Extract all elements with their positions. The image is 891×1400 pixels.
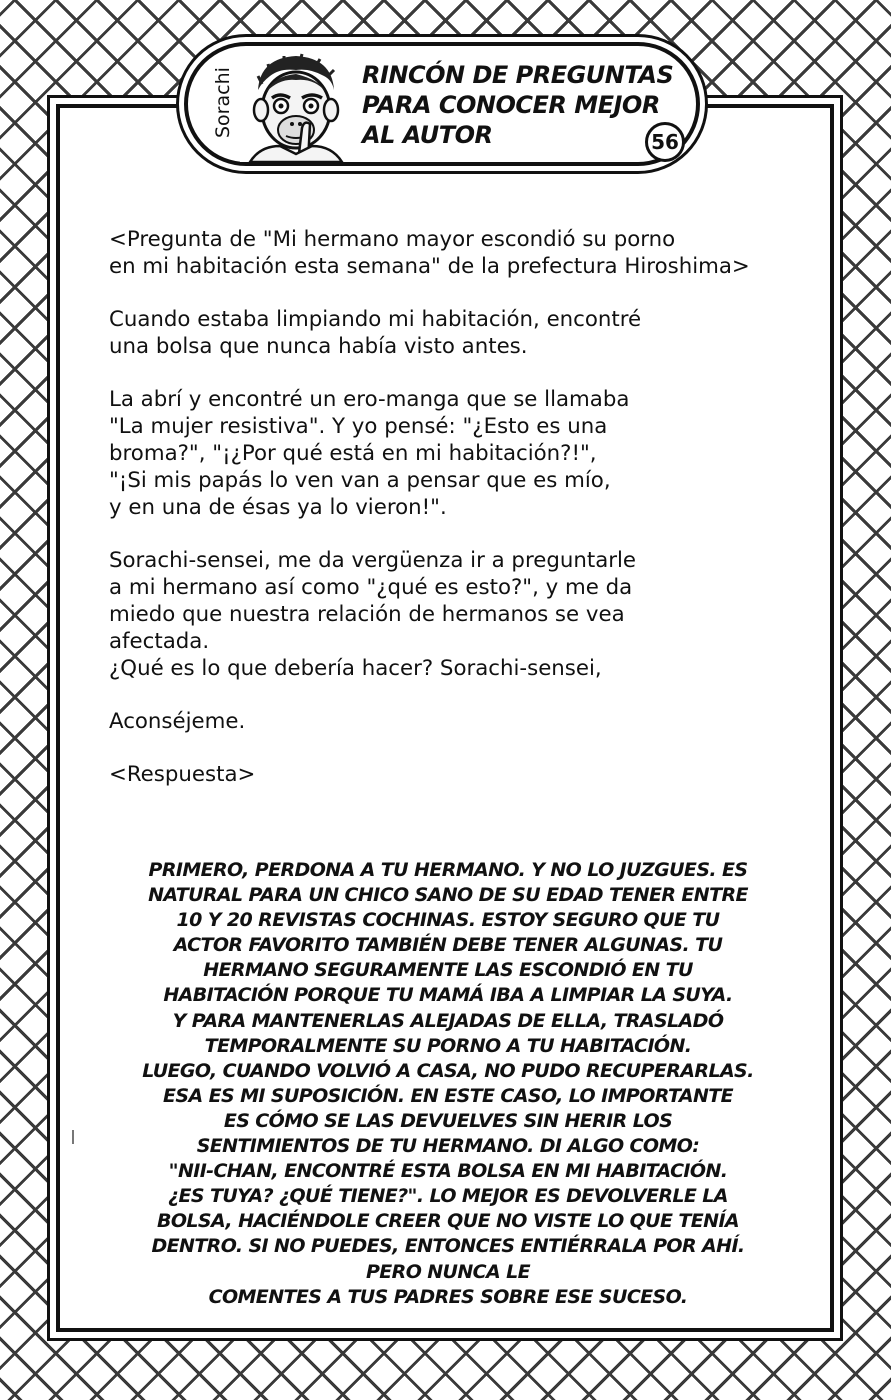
question-paragraph: La abrí y encontré un ero-manga que se llamaba "La mujer resistiva". Y yo pensé: "¿Esto es una broma?", "¡¿Por qué está en mi habitación?!", "¡Si mis papás lo ven van a pensar que es mío, y en una de ésas ya lo vieron!".	[109, 387, 630, 520]
author-name-vertical: Sorachi	[212, 67, 234, 139]
title-line-1: RINCÓN DE PREGUNTAS	[362, 61, 674, 89]
question-paragraph: Cuando estaba limpiando mi habitación, encontré una bolsa que nunca había visto antes.	[109, 307, 642, 359]
issue-number-badge: 56	[645, 122, 685, 162]
answer-heading: <Respuesta>	[109, 762, 256, 787]
question-paragraph: Sorachi-sensei, me da vergüenza ir a preguntarle a mi hermano así como "¿qué es esto?", y me da miedo que nuestra relación de hermanos se vea afectada. ¿Qué es lo que debería hacer? Sorachi-sensei,	[109, 548, 637, 681]
question-source: <Pregunta de "Mi hermano mayor escondió su porno en mi habitación esta semana" de la prefectura Hiroshima>	[109, 227, 750, 279]
author-portrait	[240, 50, 352, 162]
title-line-2: PARA CONOCER MEJOR	[362, 91, 660, 119]
answer-text: PRIMERO, PERDONA A TU HERMANO. Y NO LO JUZGUES. ES NATURAL PARA UN CHICO SANO DE SU EDAD TENER ENTRE 10 Y 20 REVISTAS COCHINAS. ESTOY SEGURO QUE TU ACTOR FAVORITO TAMBIÉN DEBE TENER ALGUNAS. TU HERMANO SEGURAMENTE LAS ESCONDIÓ EN TU HABITACIÓN PORQUE TU MAMÁ IBA A LIMPIAR LA SUYA. Y PARA MANTENERLAS ALEJADAS DE ELLA, TRASLADÓ TEMPORALMENTE SU PORNO A TU HABITACIÓN. LUEGO, CUANDO VOLVIÓ A CASA, NO PUDO RECUPERARLAS. ESA ES MI SUPOSICIÓN. EN ESTE CASO, LO IMPORTANTE ES CÓMO SE LAS DEVUELVES SIN HERIR LOS SENTIMIENTOS DE TU HERMANO. DI ALGO COMO: "NII-CHAN, ENCONTRÉ ESTA BOLSA EN MI HABITACIÓN. ¿ES TUYA? ¿QUÉ TIENE?". LO MEJOR ES DEVOLVERLE LA BOLSA, HACIÉNDOLE CREER QUE NO VISTE LO QUE TENÍA DENTRO. SI NO PUEDES, ENTONCES ENTIÉRRALA POR AHÍ. PERO NUNCA LE COMENTES A TUS PADRES SOBRE ESE SUCESO.	[142, 859, 754, 1308]
question-closing: Aconséjeme.	[109, 709, 246, 734]
question-section	[109, 226, 789, 814]
title-line-3: AL AUTOR	[362, 121, 493, 149]
scan-mark	[72, 1130, 74, 1144]
